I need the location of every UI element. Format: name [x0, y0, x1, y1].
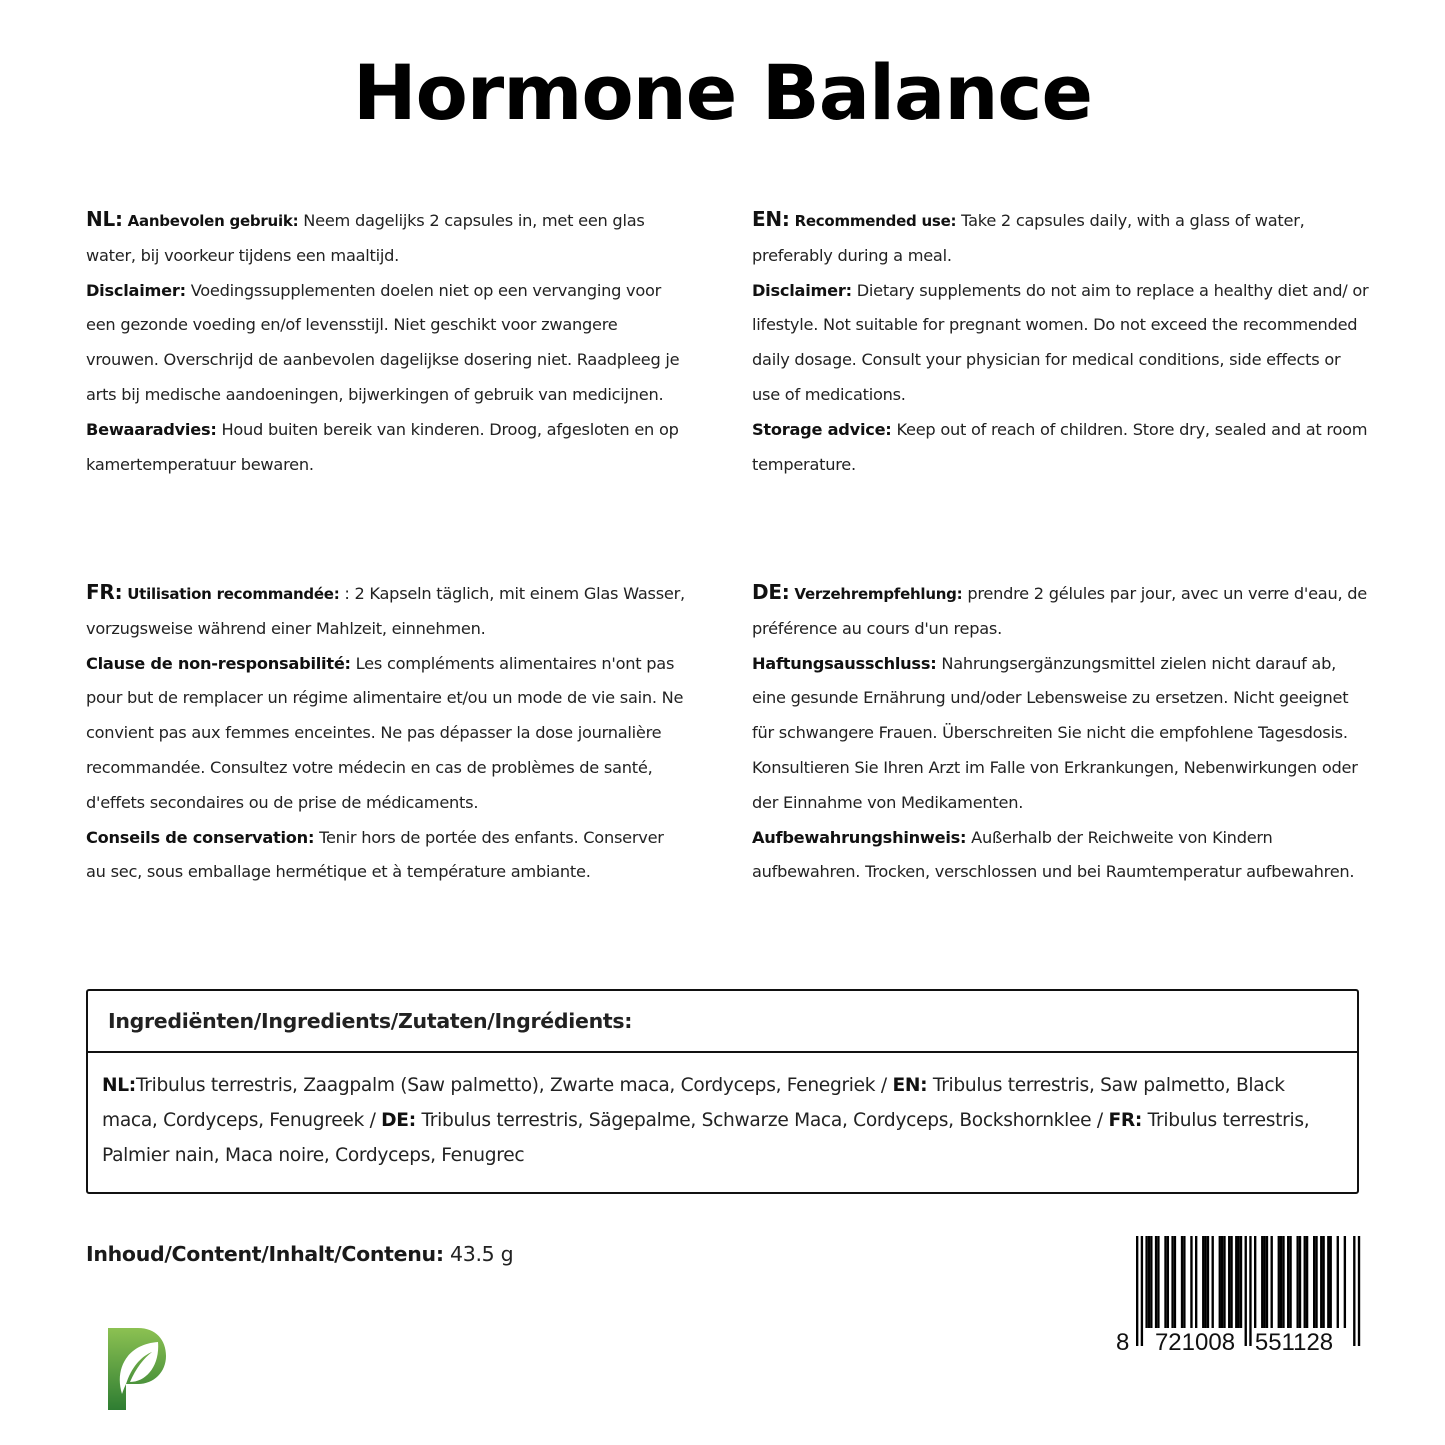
ingredients-list [88, 1053, 1357, 1173]
storage-label: Bewaaradvies: [86, 419, 217, 439]
lang-code: NL: [86, 207, 123, 231]
barcode-first-digit: 8 [1116, 1329, 1130, 1356]
ingredients-lang-de: DE: [381, 1110, 416, 1131]
section-nl [86, 202, 686, 482]
product-title: Hormone Balance [352, 48, 1093, 137]
lang-code: EN: [752, 207, 790, 231]
usage-paragraph [86, 575, 686, 647]
storage-paragraph [86, 821, 686, 891]
ingredients-lang-nl: NL: [102, 1075, 136, 1096]
usage-text: Take 2 capsules daily, with a glass of water, preferably during a meal. [752, 211, 1305, 265]
disclaimer-text: Nahrungsergänzungsmittel zielen nicht darauf ab, eine gesunde Ernährung und/oder Lebensweise zu ersetzen. Nicht geeignet für schwangere Frauen. Überschreiten Sie nicht die empfohlene Tagesdosis. Konsultieren Sie Ihren Arzt im Falle von Erkrankungen, Nebenwirkungen oder der Einnahme von Medikamenten. [752, 653, 1358, 812]
disclaimer-paragraph [752, 274, 1372, 413]
storage-paragraph [752, 821, 1372, 891]
ingredients-text-de: Tribulus terrestris, Sägepalme, Schwarze Maca, Cordyceps, Bockshornklee / [415, 1110, 1109, 1131]
disclaimer-text: Dietary supplements do not aim to replace a healthy diet and/ or lifestyle. Not suitable for pregnant women. Do not exceed the recommended daily dosage. Consult your physician for medical conditions, side effects or use of medications. [752, 280, 1369, 404]
usage-label: Verzehrempfehlung: [794, 585, 963, 603]
barcode-icon [1112, 1236, 1362, 1356]
disclaimer-label: Haftungsausschluss: [752, 653, 937, 673]
storage-text: Tenir hors de portée des enfants. Conserver au sec, sous emballage hermétique et à température ambiante. [86, 827, 664, 882]
disclaimer-paragraph [86, 647, 686, 821]
storage-paragraph [752, 413, 1372, 483]
storage-text: Außerhalb der Reichweite von Kindern aufbewahren. Trocken, verschlossen und bei Raumtemperatur aufbewahren. [752, 827, 1355, 882]
disclaimer-label: Clause de non-responsabilité: [86, 653, 351, 673]
disclaimer-label: Disclaimer: [86, 280, 186, 300]
usage-text: Neem dagelijks 2 capsules in, met een glas water, bij voorkeur tijdens een maaltijd. [86, 211, 645, 265]
section-en [752, 202, 1372, 482]
ingredients-heading: Ingrediënten/Ingredients/Zutaten/Ingrédients: [88, 991, 1357, 1053]
barcode-right-digits: 551128 [1254, 1329, 1334, 1356]
barcode-left-digits: 721008 [1154, 1329, 1236, 1356]
ingredients-box [86, 989, 1359, 1194]
leaf-p-logo-icon [108, 1328, 168, 1410]
storage-text: Keep out of reach of children. Store dry, sealed and at room temperature. [752, 419, 1368, 474]
storage-text: Houd buiten bereik van kinderen. Droog, afgesloten en op kamertemperatuur bewaren. [86, 419, 679, 474]
net-content-label: Inhoud/Content/Inhalt/Contenu: [86, 1242, 444, 1266]
usage-paragraph [752, 202, 1372, 274]
usage-label: Utilisation recommandée: [127, 585, 340, 603]
storage-label: Conseils de conservation: [86, 827, 315, 847]
usage-label: Recommended use: [794, 212, 957, 230]
storage-label: Aufbewahrungshinweis: [752, 827, 967, 847]
usage-text: : 2 Kapseln täglich, mit einem Glas Wasser, vorzugsweise während einer Mahlzeit, einnehmen. [86, 584, 685, 638]
net-content-value: 43.5 g [443, 1242, 514, 1266]
storage-label: Storage advice: [752, 419, 892, 439]
disclaimer-paragraph [86, 274, 686, 413]
net-content [86, 1242, 513, 1266]
lang-code: FR: [86, 580, 123, 604]
disclaimer-paragraph [752, 647, 1372, 821]
ingredients-lang-en: EN: [892, 1075, 928, 1096]
ingredients-text-fr: Tribulus terrestris, Palmier nain, Maca noire, Cordyceps, Fenugrec [102, 1110, 1310, 1166]
ingredients-lang-fr: FR: [1108, 1110, 1143, 1131]
usage-text: prendre 2 gélules par jour, avec un verre d'eau, de préférence au cours d'un repas. [752, 584, 1367, 638]
ingredients-text-nl: Tribulus terrestris, Zaagpalm (Saw palmetto), Zwarte maca, Cordyceps, Fenegriek / [135, 1075, 893, 1096]
section-de [752, 575, 1372, 890]
section-fr [86, 575, 686, 890]
disclaimer-text: Les compléments alimentaires n'ont pas pour but de remplacer un régime alimentaire et/ou un mode de vie sain. Ne convient pas aux femmes enceintes. Ne pas dépasser la dose journalière recommandée. Consultez votre médecin en cas de problèmes de santé, d'effets secondaires ou de prise de médicaments. [86, 653, 684, 812]
lang-code: DE: [752, 580, 790, 604]
usage-paragraph [752, 575, 1372, 647]
usage-label: Aanbevolen gebruik: [127, 212, 299, 230]
disclaimer-text: Voedingssupplementen doelen niet op een vervanging voor een gezonde voeding en/of levensstijl. Niet geschikt voor zwangere vrouwen. Overschrijd de aanbevolen dagelijkse dosering niet. Raadpleeg je arts bij medische aandoeningen, bijwerkingen of gebruik van medicijnen. [86, 280, 680, 404]
usage-paragraph [86, 202, 686, 274]
storage-paragraph [86, 413, 686, 483]
disclaimer-label: Disclaimer: [752, 280, 852, 300]
ingredients-text-en: Tribulus terrestris, Saw palmetto, Black maca, Cordyceps, Fenugreek / [102, 1075, 1285, 1131]
